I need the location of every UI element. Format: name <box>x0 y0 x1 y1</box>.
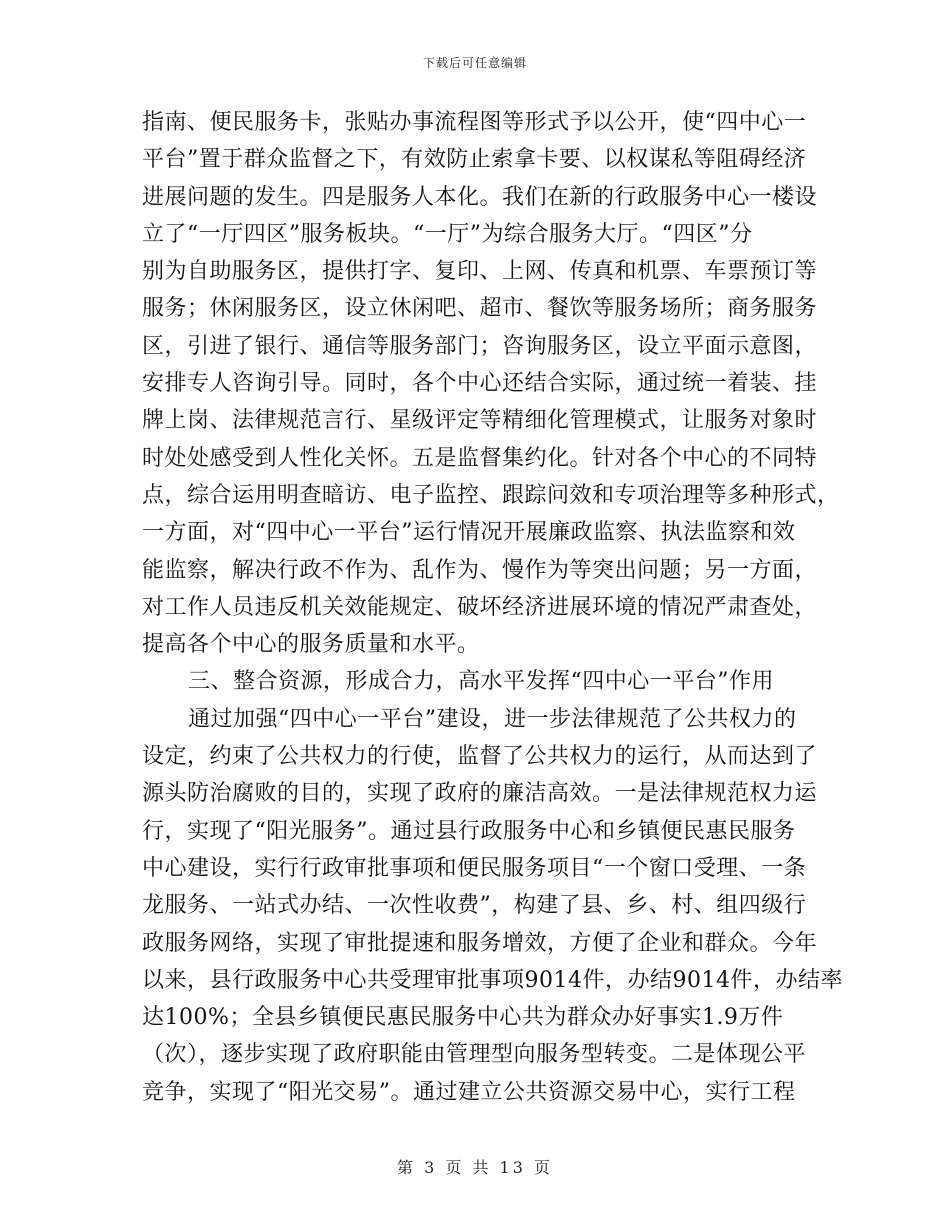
text-line: 别为自助服务区，提供打字、复印、上网、传真和机票、车票预订等 <box>142 259 818 285</box>
text-line: 竞争，实现了“阳光交易”。通过建立公共资源交易中心，实行工程 <box>142 1079 796 1105</box>
text-line: 政服务网络，实现了审批提速和服务增效，方便了企业和群众。今年 <box>142 930 818 956</box>
text-line: 龙服务、一站式办结、一次性收费”，构建了县、乡、村、组四级行 <box>142 893 807 919</box>
body-text <box>142 104 843 1111</box>
text-line: 中心建设，实行行政审批事项和便民服务项目“一个窗口受理、一条 <box>142 855 807 881</box>
page-header: 下载后可任意编辑 <box>422 56 527 70</box>
text-line: 一方面，对“四中心一平台”运行情况开展廉政监察、执法监察和效 <box>142 520 796 546</box>
text-line: 达100%；全县乡镇便民惠民服务中心共为群众办好事实1.9万件 <box>142 1005 784 1031</box>
text-line: 服务；休闲服务区，设立休闲吧、超市、餐饮等服务场所；商务服务 <box>142 296 818 322</box>
text-line: 源头防治腐败的目的，实现了政府的廉洁高效。一是法律规范权力运 <box>142 781 818 807</box>
text-line: （次），逐步实现了政府职能由管理型向服务型转变。二是体现公平 <box>142 1042 807 1068</box>
text-line: 点，综合运用明查暗访、电子监控、跟踪问效和专项治理等多种形式， <box>142 482 840 508</box>
text-line: 三、整合资源，形成合力，高水平发挥“四中心一平台”作用 <box>188 669 774 695</box>
text-line: 安排专人咨询引导。同时，各个中心还结合实际，通过统一着装、挂 <box>142 371 818 397</box>
text-line: 平台”置于群众监督之下，有效防止索拿卡要、以权谋私等阻碍经济 <box>142 147 807 173</box>
text-line: 设定，约束了公共权力的行使，监督了公共权力的运行，从而达到了 <box>142 744 818 770</box>
text-line: 牌上岗、法律规范言行、星级评定等精细化管理模式，让服务对象时 <box>142 408 818 434</box>
text-line: 提高各个中心的服务质量和水平。 <box>142 632 480 658</box>
text-line: 能监察，解决行政不作为、乱作为、慢作为等突出问题；另一方面， <box>142 557 818 583</box>
text-line: 行，实现了“阳光服务”。通过县行政服务中心和乡镇便民惠民服务 <box>142 818 796 844</box>
text-line: 对工作人员违反机关效能规定、破坏经济进展环境的情况严肃查处， <box>142 594 818 620</box>
text-line: 以来，县行政服务中心共受理审批事项9014件，办结9014件，办结率 <box>142 967 843 993</box>
text-line: 区，引进了银行、通信等服务部门；咨询服务区，设立平面示意图， <box>142 333 818 359</box>
text-line: 立了“一厅四区”服务板块。“一厅”为综合服务大厅。“四区”分 <box>142 221 753 247</box>
text-line: 时处处感受到人性化关怀。五是监督集约化。针对各个中心的不同特 <box>142 445 818 471</box>
text-line: 指南、便民服务卡，张贴办事流程图等形式予以公开，使“四中心一 <box>142 110 807 135</box>
page-footer: 第 3 页 共 13 页 <box>397 1158 553 1177</box>
text-line: 进展问题的发生。四是服务人本化。我们在新的行政服务中心一楼设 <box>142 184 818 210</box>
text-line: 通过加强“四中心一平台”建设，进一步法律规范了公共权力的 <box>188 706 797 732</box>
